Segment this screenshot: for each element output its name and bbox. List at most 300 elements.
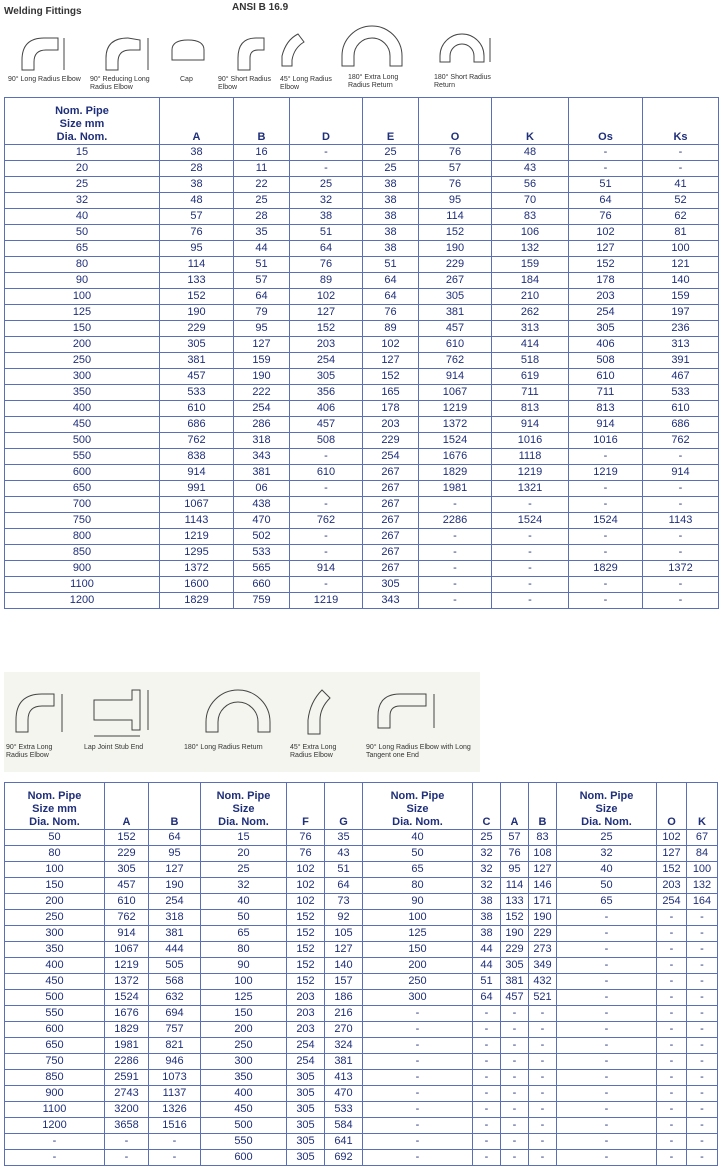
table-cell: 267 xyxy=(363,561,419,577)
table-row xyxy=(5,513,719,529)
table-cell: 318 xyxy=(149,910,201,926)
table-cell: 40 xyxy=(363,830,473,846)
table-cell: 711 xyxy=(569,385,643,401)
table-cell: 470 xyxy=(325,1086,363,1102)
table-cell: 1295 xyxy=(160,545,234,561)
table-cell: - xyxy=(363,1134,473,1150)
table-cell: 108 xyxy=(529,846,557,862)
table-cell: 210 xyxy=(492,289,569,305)
table-cell: - xyxy=(557,1006,657,1022)
table-row xyxy=(5,593,719,609)
table-cell: - xyxy=(529,1006,557,1022)
table-cell: 305 xyxy=(290,369,363,385)
table-cell: 32 xyxy=(5,193,160,209)
table-cell: 391 xyxy=(643,353,719,369)
table-cell: 518 xyxy=(492,353,569,369)
table-row xyxy=(5,273,719,289)
table-cell: 25 xyxy=(473,830,501,846)
table-cell: 11 xyxy=(234,161,290,177)
table-cell: 89 xyxy=(363,321,419,337)
nominal-size-header: Nom. Pipe Size mm Dia. Nom. xyxy=(5,783,105,830)
table-cell: 813 xyxy=(569,401,643,417)
table-cell: 1372 xyxy=(419,417,492,433)
table-cell: 40 xyxy=(557,862,657,878)
table-cell: 533 xyxy=(234,545,290,561)
table-cell: 1219 xyxy=(492,465,569,481)
table-row xyxy=(5,894,718,910)
table-cell: 157 xyxy=(325,974,363,990)
table-cell: 521 xyxy=(529,990,557,1006)
table-cell: 254 xyxy=(287,1054,325,1070)
table-row xyxy=(5,1150,718,1166)
table-cell: 25 xyxy=(557,830,657,846)
figure-caption: 180° Short Radius Return xyxy=(434,74,491,89)
table-cell: 125 xyxy=(363,926,473,942)
table-cell: 229 xyxy=(501,942,529,958)
table-cell: 178 xyxy=(569,273,643,289)
table-cell: 102 xyxy=(657,830,687,846)
table-cell: 550 xyxy=(201,1134,287,1150)
table-cell: 159 xyxy=(492,257,569,273)
table-cell: 457 xyxy=(290,417,363,433)
table-cell: 100 xyxy=(5,289,160,305)
table-row xyxy=(5,305,719,321)
table-cell: - xyxy=(501,1054,529,1070)
table-cell: - xyxy=(569,145,643,161)
table-cell: 1981 xyxy=(419,481,492,497)
table-cell: 406 xyxy=(290,401,363,417)
table-cell: 467 xyxy=(643,369,719,385)
short-radius-elbow-icon xyxy=(232,26,312,74)
table-row xyxy=(5,209,719,225)
table-cell: 65 xyxy=(201,926,287,942)
table-cell: 1829 xyxy=(160,593,234,609)
table-cell: - xyxy=(501,1150,529,1166)
table-row xyxy=(5,862,718,878)
table-body xyxy=(5,145,719,609)
table-cell: 305 xyxy=(105,862,149,878)
table-cell: 79 xyxy=(234,305,290,321)
table-cell: 76 xyxy=(569,209,643,225)
table-cell: 203 xyxy=(287,1022,325,1038)
table-cell: - xyxy=(657,942,687,958)
table-cell: 25 xyxy=(290,177,363,193)
table-cell: 1676 xyxy=(419,449,492,465)
table-cell: - xyxy=(569,161,643,177)
table-cell: 457 xyxy=(160,369,234,385)
table-row xyxy=(5,145,719,161)
table-cell: 38 xyxy=(473,894,501,910)
table-cell: 267 xyxy=(363,465,419,481)
table-cell: 305 xyxy=(287,1102,325,1118)
table-cell: 229 xyxy=(419,257,492,273)
table-cell: - xyxy=(557,1102,657,1118)
table-cell: 470 xyxy=(234,513,290,529)
table-cell: 83 xyxy=(492,209,569,225)
table-cell: 127 xyxy=(657,846,687,862)
table-cell: 1067 xyxy=(419,385,492,401)
table-cell: 305 xyxy=(287,1150,325,1166)
table-cell: 57 xyxy=(419,161,492,177)
table-cell: 762 xyxy=(105,910,149,926)
figure-caption: Cap xyxy=(180,76,193,83)
table-cell: - xyxy=(687,1054,718,1070)
table-cell: 300 xyxy=(5,369,160,385)
table-cell: 900 xyxy=(5,561,160,577)
table-cell: 100 xyxy=(643,241,719,257)
table-cell: - xyxy=(529,1118,557,1134)
fittings-header xyxy=(0,0,722,100)
table-cell: - xyxy=(363,1102,473,1118)
table-cell: 100 xyxy=(687,862,718,878)
table-cell: - xyxy=(419,593,492,609)
table-cell: 171 xyxy=(529,894,557,910)
table-cell: 127 xyxy=(325,942,363,958)
table-cell: 222 xyxy=(234,385,290,401)
nominal-size-header: Nom. Pipe Size Dia. Nom. xyxy=(363,783,473,830)
table-cell: - xyxy=(5,1150,105,1166)
table-cell: 300 xyxy=(363,990,473,1006)
table-cell: 25 xyxy=(363,161,419,177)
table-cell: - xyxy=(501,1102,529,1118)
table-cell: - xyxy=(473,1118,501,1134)
table-cell: 838 xyxy=(160,449,234,465)
table-cell: 105 xyxy=(325,926,363,942)
table-cell: - xyxy=(529,1086,557,1102)
table-cell: 38 xyxy=(290,209,363,225)
table-cell: 762 xyxy=(419,353,492,369)
table-cell: 25 xyxy=(201,862,287,878)
table-cell: 350 xyxy=(5,942,105,958)
table-cell: 632 xyxy=(149,990,201,1006)
table-cell: 57 xyxy=(501,830,529,846)
table-cell: 3200 xyxy=(105,1102,149,1118)
table-cell: - xyxy=(290,449,363,465)
table-cell: - xyxy=(501,1038,529,1054)
table-cell: - xyxy=(569,529,643,545)
table-row xyxy=(5,417,719,433)
figure-caption: 90° Reducing Long Radius Elbow xyxy=(90,76,150,91)
table-row xyxy=(5,481,719,497)
table-cell: 125 xyxy=(5,305,160,321)
table-cell: 76 xyxy=(290,257,363,273)
table-cell: 152 xyxy=(287,910,325,926)
table-cell: - xyxy=(473,1150,501,1166)
table-cell: - xyxy=(643,161,719,177)
table-cell: - xyxy=(529,1102,557,1118)
table-cell: 343 xyxy=(234,449,290,465)
table-cell: 89 xyxy=(290,273,363,289)
table-cell: 102 xyxy=(287,862,325,878)
table-row xyxy=(5,926,718,942)
table-cell: 38 xyxy=(363,177,419,193)
table-cell: - xyxy=(501,1022,529,1038)
table-cell: 762 xyxy=(160,433,234,449)
table-row xyxy=(5,529,719,545)
table-cell: - xyxy=(105,1150,149,1166)
table-cell: - xyxy=(643,481,719,497)
table-cell: 1143 xyxy=(160,513,234,529)
table-cell: 127 xyxy=(234,337,290,353)
table-cell: 850 xyxy=(5,545,160,561)
table-cell: - xyxy=(149,1134,201,1150)
table-cell: 152 xyxy=(657,862,687,878)
table-cell: - xyxy=(473,1038,501,1054)
table-cell: 83 xyxy=(529,830,557,846)
table-cell: - xyxy=(687,910,718,926)
table-cell: - xyxy=(657,974,687,990)
table-cell: 203 xyxy=(569,289,643,305)
table-cell: 102 xyxy=(363,337,419,353)
table-cell: - xyxy=(643,577,719,593)
page-title: Welding Fittings xyxy=(4,6,82,17)
table-row xyxy=(5,561,719,577)
table-cell: 1143 xyxy=(643,513,719,529)
table-cell: 1200 xyxy=(5,1118,105,1134)
table-cell: 32 xyxy=(201,878,287,894)
table-cell: 50 xyxy=(5,830,105,846)
table-cell: 80 xyxy=(201,942,287,958)
table-row xyxy=(5,401,719,417)
table-cell: 313 xyxy=(643,337,719,353)
table-cell: 1326 xyxy=(149,1102,201,1118)
table-cell: - xyxy=(473,1086,501,1102)
table-cell: 250 xyxy=(363,974,473,990)
table-row xyxy=(5,369,719,385)
table-row xyxy=(5,193,719,209)
table-cell: 1219 xyxy=(105,958,149,974)
table-cell: 914 xyxy=(160,465,234,481)
table-cell: 533 xyxy=(643,385,719,401)
table-cell: 305 xyxy=(501,958,529,974)
table-cell: 400 xyxy=(5,401,160,417)
column-header: Ks xyxy=(643,98,719,145)
table-cell: - xyxy=(501,1086,529,1102)
table-cell: - xyxy=(501,1006,529,1022)
table-cell: - xyxy=(687,1134,718,1150)
table-cell: - xyxy=(557,1038,657,1054)
table-cell: - xyxy=(643,593,719,609)
table-cell: - xyxy=(363,1022,473,1038)
column-header: B xyxy=(149,783,201,830)
table-cell: 67 xyxy=(687,830,718,846)
table-header-row xyxy=(5,98,719,145)
table-cell: - xyxy=(687,1022,718,1038)
table-cell: - xyxy=(687,958,718,974)
table-cell: 64 xyxy=(290,241,363,257)
table-cell: 152 xyxy=(287,958,325,974)
table-row xyxy=(5,385,719,401)
table-cell: 762 xyxy=(290,513,363,529)
table-cell: 900 xyxy=(5,1086,105,1102)
table-cell: 914 xyxy=(569,417,643,433)
table-cell: - xyxy=(687,1038,718,1054)
table-cell: 32 xyxy=(473,846,501,862)
table-cell: 800 xyxy=(5,529,160,545)
table-cell: 121 xyxy=(643,257,719,273)
table-cell: - xyxy=(501,1134,529,1150)
table-cell: 80 xyxy=(363,878,473,894)
figure-caption: 180° Long Radius Return xyxy=(184,744,263,751)
table-cell: 76 xyxy=(287,830,325,846)
table-cell: 152 xyxy=(569,257,643,273)
table-cell: 43 xyxy=(325,846,363,862)
table-cell: 133 xyxy=(501,894,529,910)
table-row xyxy=(5,225,719,241)
table-cell: 1073 xyxy=(149,1070,201,1086)
table-cell: 1981 xyxy=(105,1038,149,1054)
table-row xyxy=(5,910,718,926)
table-cell: - xyxy=(687,990,718,1006)
column-header: B xyxy=(529,783,557,830)
table-cell: 65 xyxy=(5,241,160,257)
table-cell: 324 xyxy=(325,1038,363,1054)
table-cell: 15 xyxy=(201,830,287,846)
table-cell: - xyxy=(687,1118,718,1134)
table-cell: 164 xyxy=(687,894,718,910)
table-row xyxy=(5,161,719,177)
table-cell: 184 xyxy=(492,273,569,289)
table-cell: 1524 xyxy=(419,433,492,449)
table-cell: 51 xyxy=(569,177,643,193)
table-cell: - xyxy=(473,1070,501,1086)
table-cell: 200 xyxy=(363,958,473,974)
table-cell: 100 xyxy=(201,974,287,990)
table-row xyxy=(5,241,719,257)
table-cell: 600 xyxy=(5,465,160,481)
table-cell: 505 xyxy=(149,958,201,974)
table-cell: 150 xyxy=(201,1006,287,1022)
table-cell: - xyxy=(687,1070,718,1086)
table-cell: 2286 xyxy=(419,513,492,529)
table-cell: 1219 xyxy=(569,465,643,481)
column-header: O xyxy=(657,783,687,830)
table-cell: 457 xyxy=(105,878,149,894)
table-cell: 267 xyxy=(419,273,492,289)
table-cell: 76 xyxy=(419,177,492,193)
table-cell: 100 xyxy=(363,910,473,926)
table-cell: - xyxy=(290,545,363,561)
table-cell: - xyxy=(557,958,657,974)
table-cell: 44 xyxy=(234,241,290,257)
table-cell: 381 xyxy=(501,974,529,990)
table-cell: - xyxy=(569,449,643,465)
table-row xyxy=(5,257,719,273)
table-cell: 250 xyxy=(5,353,160,369)
table-cell: 51 xyxy=(290,225,363,241)
table-cell: 152 xyxy=(501,910,529,926)
table-cell: 76 xyxy=(160,225,234,241)
table-cell: 16 xyxy=(234,145,290,161)
figure-caption: Lap Joint Stub End xyxy=(84,744,144,751)
table-cell: 254 xyxy=(657,894,687,910)
table-cell: 48 xyxy=(492,145,569,161)
table-cell: 159 xyxy=(234,353,290,369)
figure-caption: 45° Long Radius Elbow xyxy=(280,76,332,91)
table-row xyxy=(5,321,719,337)
table-cell: 438 xyxy=(234,497,290,513)
table-cell: 2286 xyxy=(105,1054,149,1070)
table-cell: - xyxy=(290,481,363,497)
table-cell: 813 xyxy=(492,401,569,417)
column-header: K xyxy=(492,98,569,145)
table-cell: - xyxy=(643,449,719,465)
table-cell: - xyxy=(557,1150,657,1166)
table-cell: 1676 xyxy=(105,1006,149,1022)
table-cell: 300 xyxy=(5,926,105,942)
table-cell: - xyxy=(557,1134,657,1150)
extra-fittings-table xyxy=(4,782,718,1166)
table-cell: 1016 xyxy=(569,433,643,449)
table-cell: 694 xyxy=(149,1006,201,1022)
table-cell: - xyxy=(529,1134,557,1150)
nominal-size-header: Nom. Pipe Size Dia. Nom. xyxy=(201,783,287,830)
table-cell: 568 xyxy=(149,974,201,990)
table-cell: 76 xyxy=(363,305,419,321)
table-cell: - xyxy=(687,1150,718,1166)
table-cell: - xyxy=(492,577,569,593)
table-cell: 1829 xyxy=(105,1022,149,1038)
table-cell: 92 xyxy=(325,910,363,926)
table-cell: - xyxy=(557,910,657,926)
table-cell: 57 xyxy=(160,209,234,225)
table-cell: 25 xyxy=(363,145,419,161)
table-cell: 15 xyxy=(5,145,160,161)
table-cell: 300 xyxy=(201,1054,287,1070)
table-cell: - xyxy=(529,1038,557,1054)
column-header: K xyxy=(687,783,718,830)
table-cell: 1524 xyxy=(105,990,149,1006)
table-cell: 1321 xyxy=(492,481,569,497)
table-cell: 127 xyxy=(529,862,557,878)
table-cell: 610 xyxy=(105,894,149,910)
column-header: C xyxy=(473,783,501,830)
table-cell: 190 xyxy=(529,910,557,926)
table-cell: 267 xyxy=(363,513,419,529)
table-cell: 64 xyxy=(325,878,363,894)
table-cell: 40 xyxy=(201,894,287,910)
table-cell: 1516 xyxy=(149,1118,201,1134)
table-cell: 150 xyxy=(5,878,105,894)
table-row xyxy=(5,577,719,593)
table-cell: 660 xyxy=(234,577,290,593)
table-cell: 125 xyxy=(201,990,287,1006)
table-cell: 20 xyxy=(201,846,287,862)
table-cell: - xyxy=(687,1086,718,1102)
table-cell: 508 xyxy=(290,433,363,449)
table-cell: - xyxy=(473,1054,501,1070)
table-cell: 38 xyxy=(363,241,419,257)
table-cell: 95 xyxy=(234,321,290,337)
table-cell: 51 xyxy=(363,257,419,273)
table-cell: 20 xyxy=(5,161,160,177)
table-cell: 38 xyxy=(160,177,234,193)
cap-icon xyxy=(168,36,208,66)
table-cell: - xyxy=(529,1150,557,1166)
table-cell: 57 xyxy=(234,273,290,289)
table-cell: - xyxy=(473,1102,501,1118)
table-cell: 152 xyxy=(105,830,149,846)
table-cell: - xyxy=(569,593,643,609)
table-row xyxy=(5,177,719,193)
table-cell: 102 xyxy=(287,878,325,894)
table-cell: 44 xyxy=(473,958,501,974)
table-cell: 914 xyxy=(643,465,719,481)
table-cell: 152 xyxy=(290,321,363,337)
table-cell: 76 xyxy=(501,846,529,862)
table-row xyxy=(5,353,719,369)
table-cell: 236 xyxy=(643,321,719,337)
